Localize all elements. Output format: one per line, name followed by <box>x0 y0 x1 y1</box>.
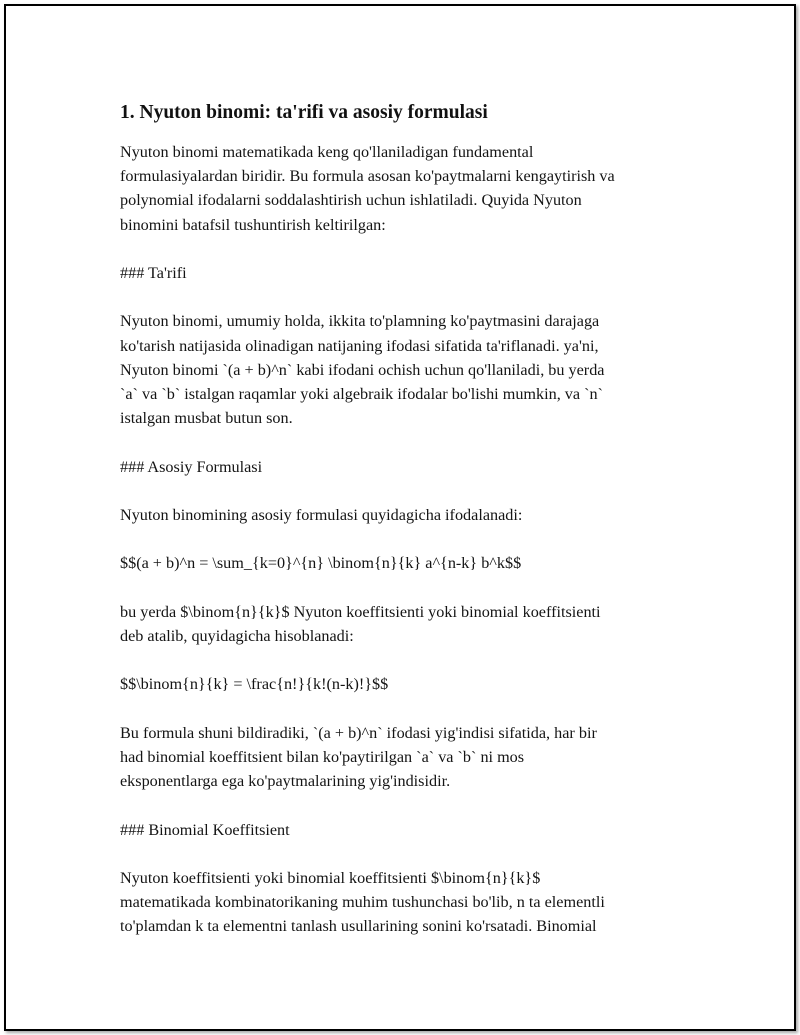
text-line: had binomial koeffitsient bilan ko'paytirilgan `a` va `b` ni mos <box>120 747 525 766</box>
coefficient-formula: $$\binom{n}{k} = \frac{n!}{k!(n-k)!}$$ <box>120 675 389 694</box>
coefficient-explanation-paragraph <box>120 600 700 648</box>
document-body <box>120 101 700 963</box>
binomial-formula: $$(a + b)^n = \sum_{k=0}^{n} \binom{n}{k} a^{n-k} b^k$$ <box>120 554 522 573</box>
intro-paragraph <box>120 140 700 237</box>
koeffitsient-paragraph <box>120 866 700 939</box>
text-line: eksponentlarga ega ko'paytmalarining yig'indisidir. <box>120 772 451 791</box>
text-line: matematikada kombinatorikaning muhim tushunchasi bo'lib, n ta elementli <box>120 893 605 912</box>
text-line: Nyuton koeffitsienti yoki binomial koeffitsienti $\binom{n}{k}$ <box>120 868 541 887</box>
text-line: istalgan musbat butun son. <box>120 409 293 428</box>
text-line: bu yerda $\binom{n}{k}$ Nyuton koeffitsienti yoki binomial koeffitsienti <box>120 602 601 621</box>
text-line: Nyuton binomi matematikada keng qo'llaniladigan fundamental <box>120 143 534 161</box>
subheading-tarifi: ### Ta'rifi <box>120 264 187 282</box>
text-line: ko'tarish natijasida olinadigan natijaning ifodasi sifatida ta'riflanadi. ya'ni, <box>120 336 599 355</box>
section-heading: 1. Nyuton binomi: ta'rifi va asosiy formulasi <box>120 102 488 123</box>
subheading-binomial-koeffitsient: ### Binomial Koeffitsient <box>120 820 290 839</box>
formula-intro-paragraph <box>120 503 700 527</box>
definition-paragraph <box>120 309 700 430</box>
text-line: Bu formula shuni bildiradiki, `(a + b)^n` ifodasi yig'indisi sifatida, har bir <box>120 723 597 742</box>
text-line: `a` va `b` istalgan raqamlar yoki algebraik ifodalar bo'lishi mumkin, va `n` <box>120 385 603 403</box>
text-line: Nyuton binomi, umumiy holda, ikkita to'plamning ko'paytmasini darajaga <box>120 312 600 331</box>
text-line: Nyuton binomining asosiy formulasi quyidagicha ifodalanadi: <box>120 505 523 524</box>
text-line: formulasiyalardan biridir. Bu formula asosan ko'paytmalarni kengaytirish va <box>120 167 615 186</box>
text-line: deb atalib, quyidagicha hisoblanadi: <box>120 626 354 645</box>
text-line: binomini batafsil tushuntirish keltirilgan: <box>120 215 386 234</box>
text-line: polynomial ifodalarni soddalashtirish uchun ishlatiladi. Quyida Nyuton <box>120 191 582 210</box>
document-page <box>4 4 796 1031</box>
subheading-asosiy-formulasi: ### Asosiy Formulasi <box>120 457 263 476</box>
text-line: Nyuton binomi `(a + b)^n` kabi ifodani ochish uchun qo'llaniladi, bu yerda <box>120 360 605 379</box>
summary-paragraph <box>120 721 700 794</box>
text-line: to'plamdan k ta elementni tanlash usullarining sonini ko'rsatadi. Binomial <box>120 917 597 936</box>
